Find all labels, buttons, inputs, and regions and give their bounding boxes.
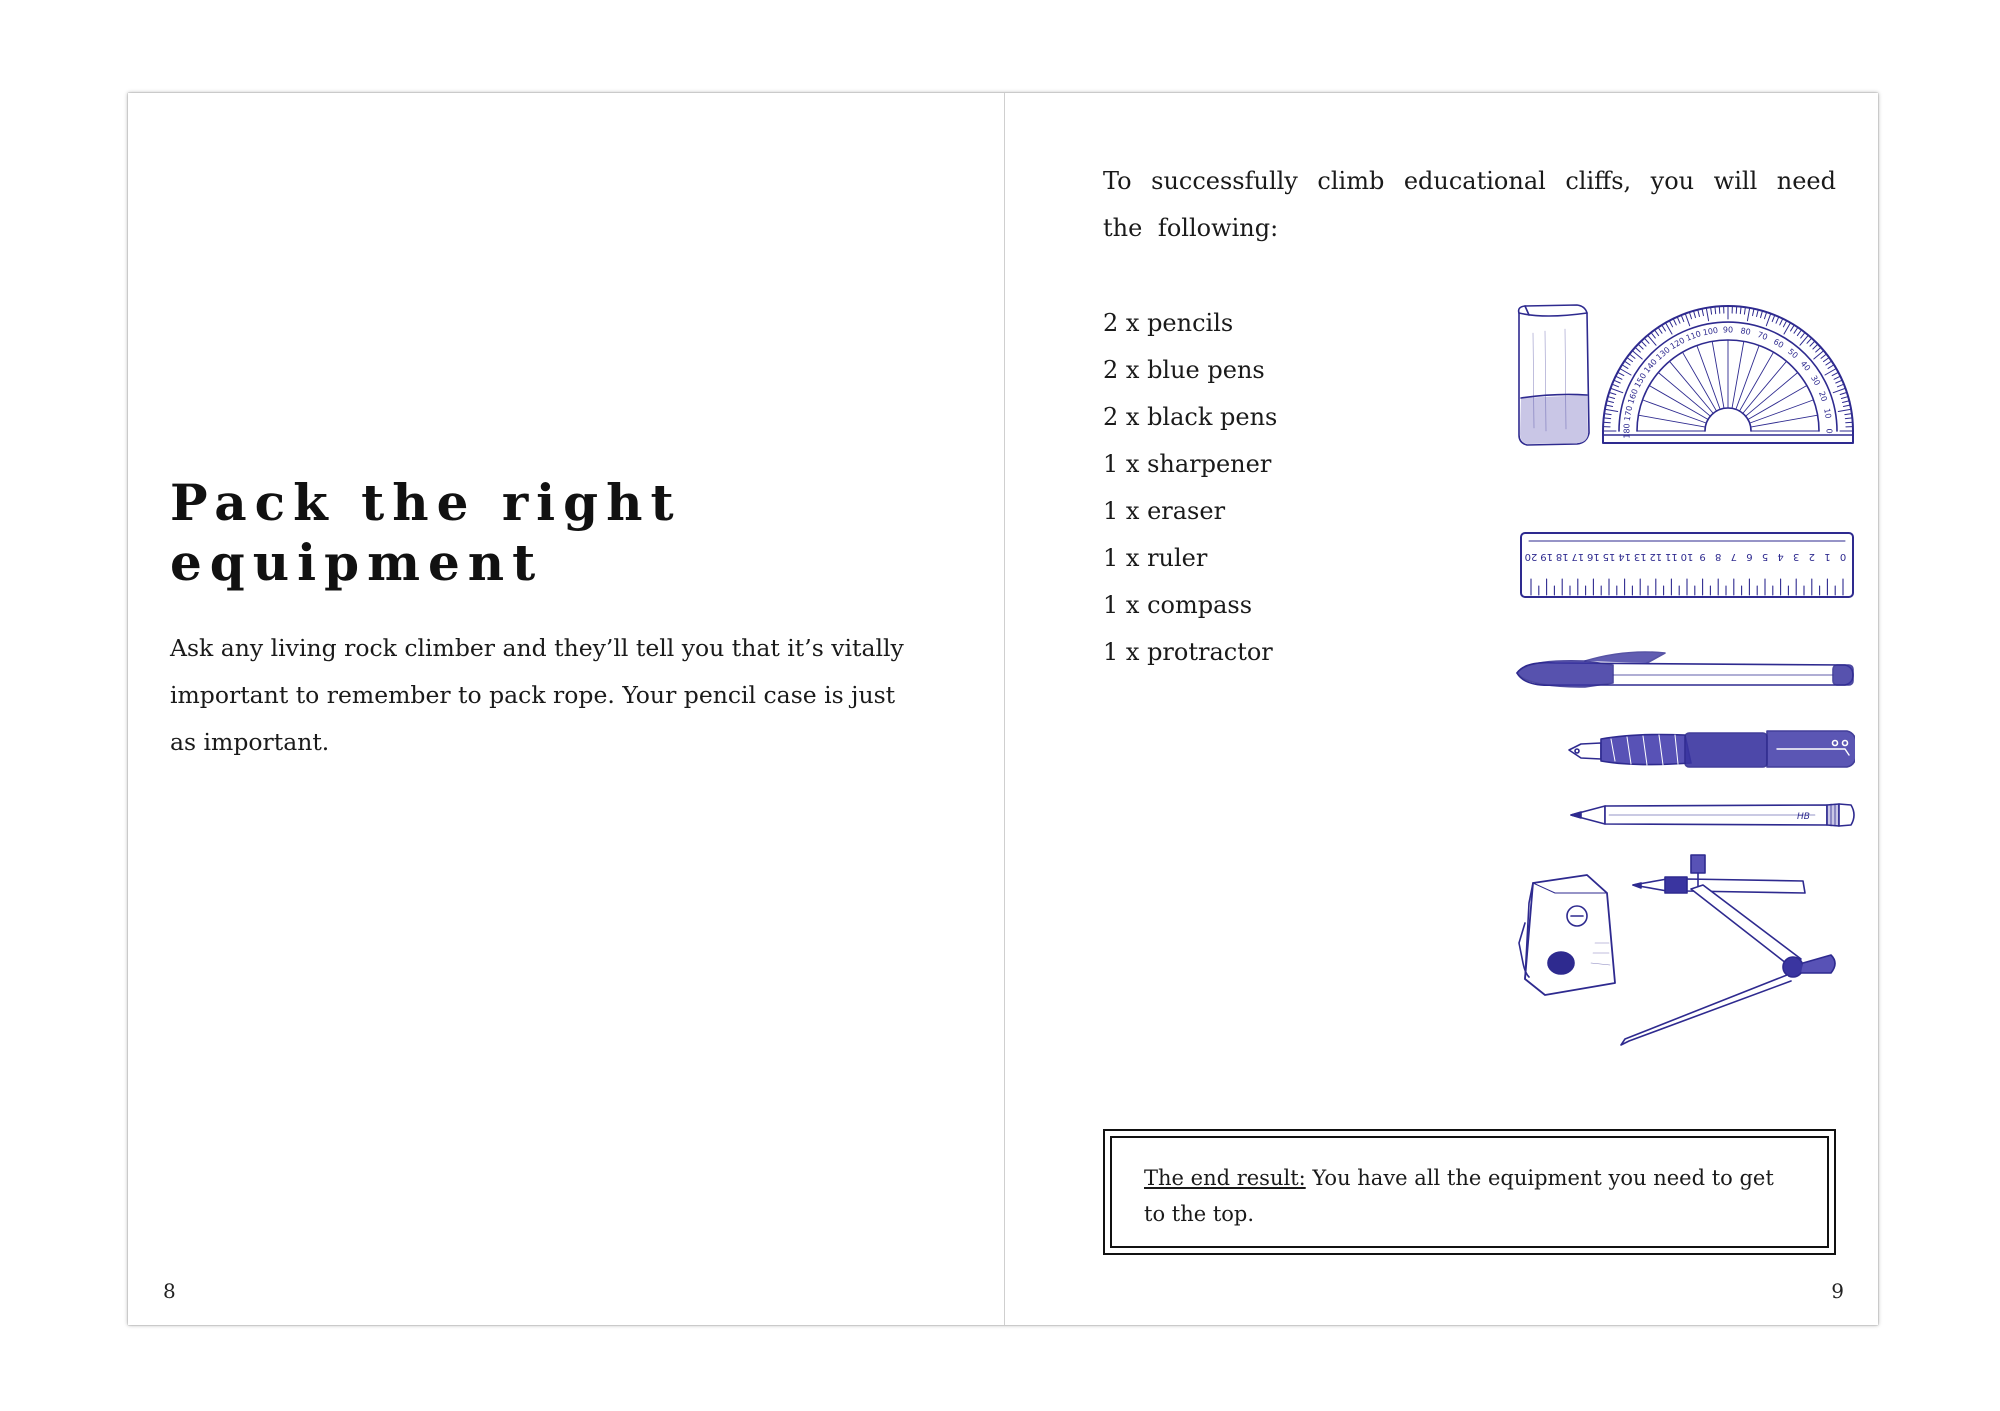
protractor-label: 90 (1722, 325, 1734, 335)
ruler-label: 7 (1730, 551, 1737, 562)
ruler-label: 6 (1746, 551, 1753, 562)
list-item: 2 x black pens (1103, 403, 1278, 431)
intro-paragraph: Ask any living rock climber and they’ll tell you that it’s vitally important to remember to pack rope. Your pencil case is just as important. (170, 634, 904, 756)
page-number-left: 8 (163, 1279, 176, 1303)
callout-text (1110, 1136, 1829, 1248)
ruler-label: 3 (1793, 551, 1800, 562)
ruler-label: 1 (1824, 551, 1831, 562)
stationery-illustration (1515, 303, 1855, 1083)
ruler-label: 11 (1665, 551, 1678, 562)
lead-paragraph: To successfully climb educational cliffs, you will need the following: (1103, 167, 1836, 242)
list-item: 1 x ruler (1103, 544, 1208, 572)
ruler-label: 8 (1715, 551, 1722, 562)
protractor-label: 120 (1668, 335, 1687, 352)
book-spread (128, 93, 1878, 1325)
fountain-pen-icon (1569, 731, 1855, 767)
protractor-label: 30 (1809, 373, 1822, 388)
list-item: 1 x sharpener (1103, 450, 1272, 478)
page-title: Pack the right equipment (170, 473, 682, 592)
ruler-label: 15 (1602, 551, 1616, 562)
protractor-label: 150 (1632, 371, 1649, 390)
ruler-label: 9 (1699, 551, 1706, 562)
svg-text:HB: HB (1797, 812, 1810, 822)
list-item: 1 x protractor (1103, 638, 1273, 666)
protractor-label: 80 (1739, 326, 1752, 337)
ballpoint-pen-icon (1517, 652, 1853, 687)
protractor-label: 20 (1816, 390, 1829, 403)
list-item: 1 x compass (1103, 591, 1253, 619)
protractor-label: 140 (1642, 357, 1659, 375)
list-item: 2 x blue pens (1103, 356, 1265, 384)
protractor-icon (1603, 306, 1853, 443)
right-page (1005, 93, 1878, 1325)
protractor-label: 70 (1756, 330, 1769, 343)
ruler-icon (1521, 533, 1853, 597)
protractor-label: 40 (1798, 359, 1813, 373)
ruler-label: 14 (1618, 551, 1631, 562)
protractor-label: 10 (1822, 407, 1833, 420)
protractor-label: 0 (1824, 428, 1834, 434)
end-result-callout (1103, 1129, 1836, 1255)
ruler-label: 10 (1680, 551, 1694, 562)
ruler-label: 5 (1761, 551, 1769, 562)
left-page (128, 93, 1005, 1325)
protractor-label: 110 (1684, 329, 1703, 343)
ruler-label: 18 (1555, 551, 1569, 562)
page-number-right: 9 (1831, 1279, 1844, 1303)
pencil-icon (1571, 804, 1854, 826)
callout-label: The end result: (1144, 1166, 1306, 1190)
callout-body: You have all the equipment you need to get to the top. (1144, 1166, 1774, 1226)
protractor-label: 170 (1622, 405, 1635, 422)
protractor-label: 130 (1654, 345, 1672, 362)
ruler-label: 16 (1587, 551, 1600, 562)
protractor-label: 100 (1702, 325, 1719, 338)
ruler-label: 17 (1571, 551, 1585, 562)
equipment-list (1103, 300, 1277, 676)
list-item: 1 x eraser (1103, 497, 1226, 525)
protractor-label: 180 (1622, 423, 1632, 439)
ruler-label: 13 (1633, 551, 1647, 562)
eraser-icon (1519, 305, 1589, 445)
list-item: 2 x pencils (1103, 309, 1234, 337)
protractor-label: 160 (1626, 387, 1640, 406)
ruler-label: 20 (1524, 551, 1538, 562)
ruler-label: 2 (1808, 551, 1815, 562)
ruler-label: 12 (1649, 551, 1663, 562)
protractor-label: 60 (1771, 337, 1786, 350)
ruler-label: 19 (1540, 551, 1553, 562)
ruler-label: 0 (1839, 551, 1847, 562)
ruler-label: 4 (1777, 551, 1784, 562)
compass-icon (1621, 855, 1835, 1045)
sharpener-icon (1519, 875, 1615, 995)
protractor-label: 50 (1786, 346, 1800, 361)
